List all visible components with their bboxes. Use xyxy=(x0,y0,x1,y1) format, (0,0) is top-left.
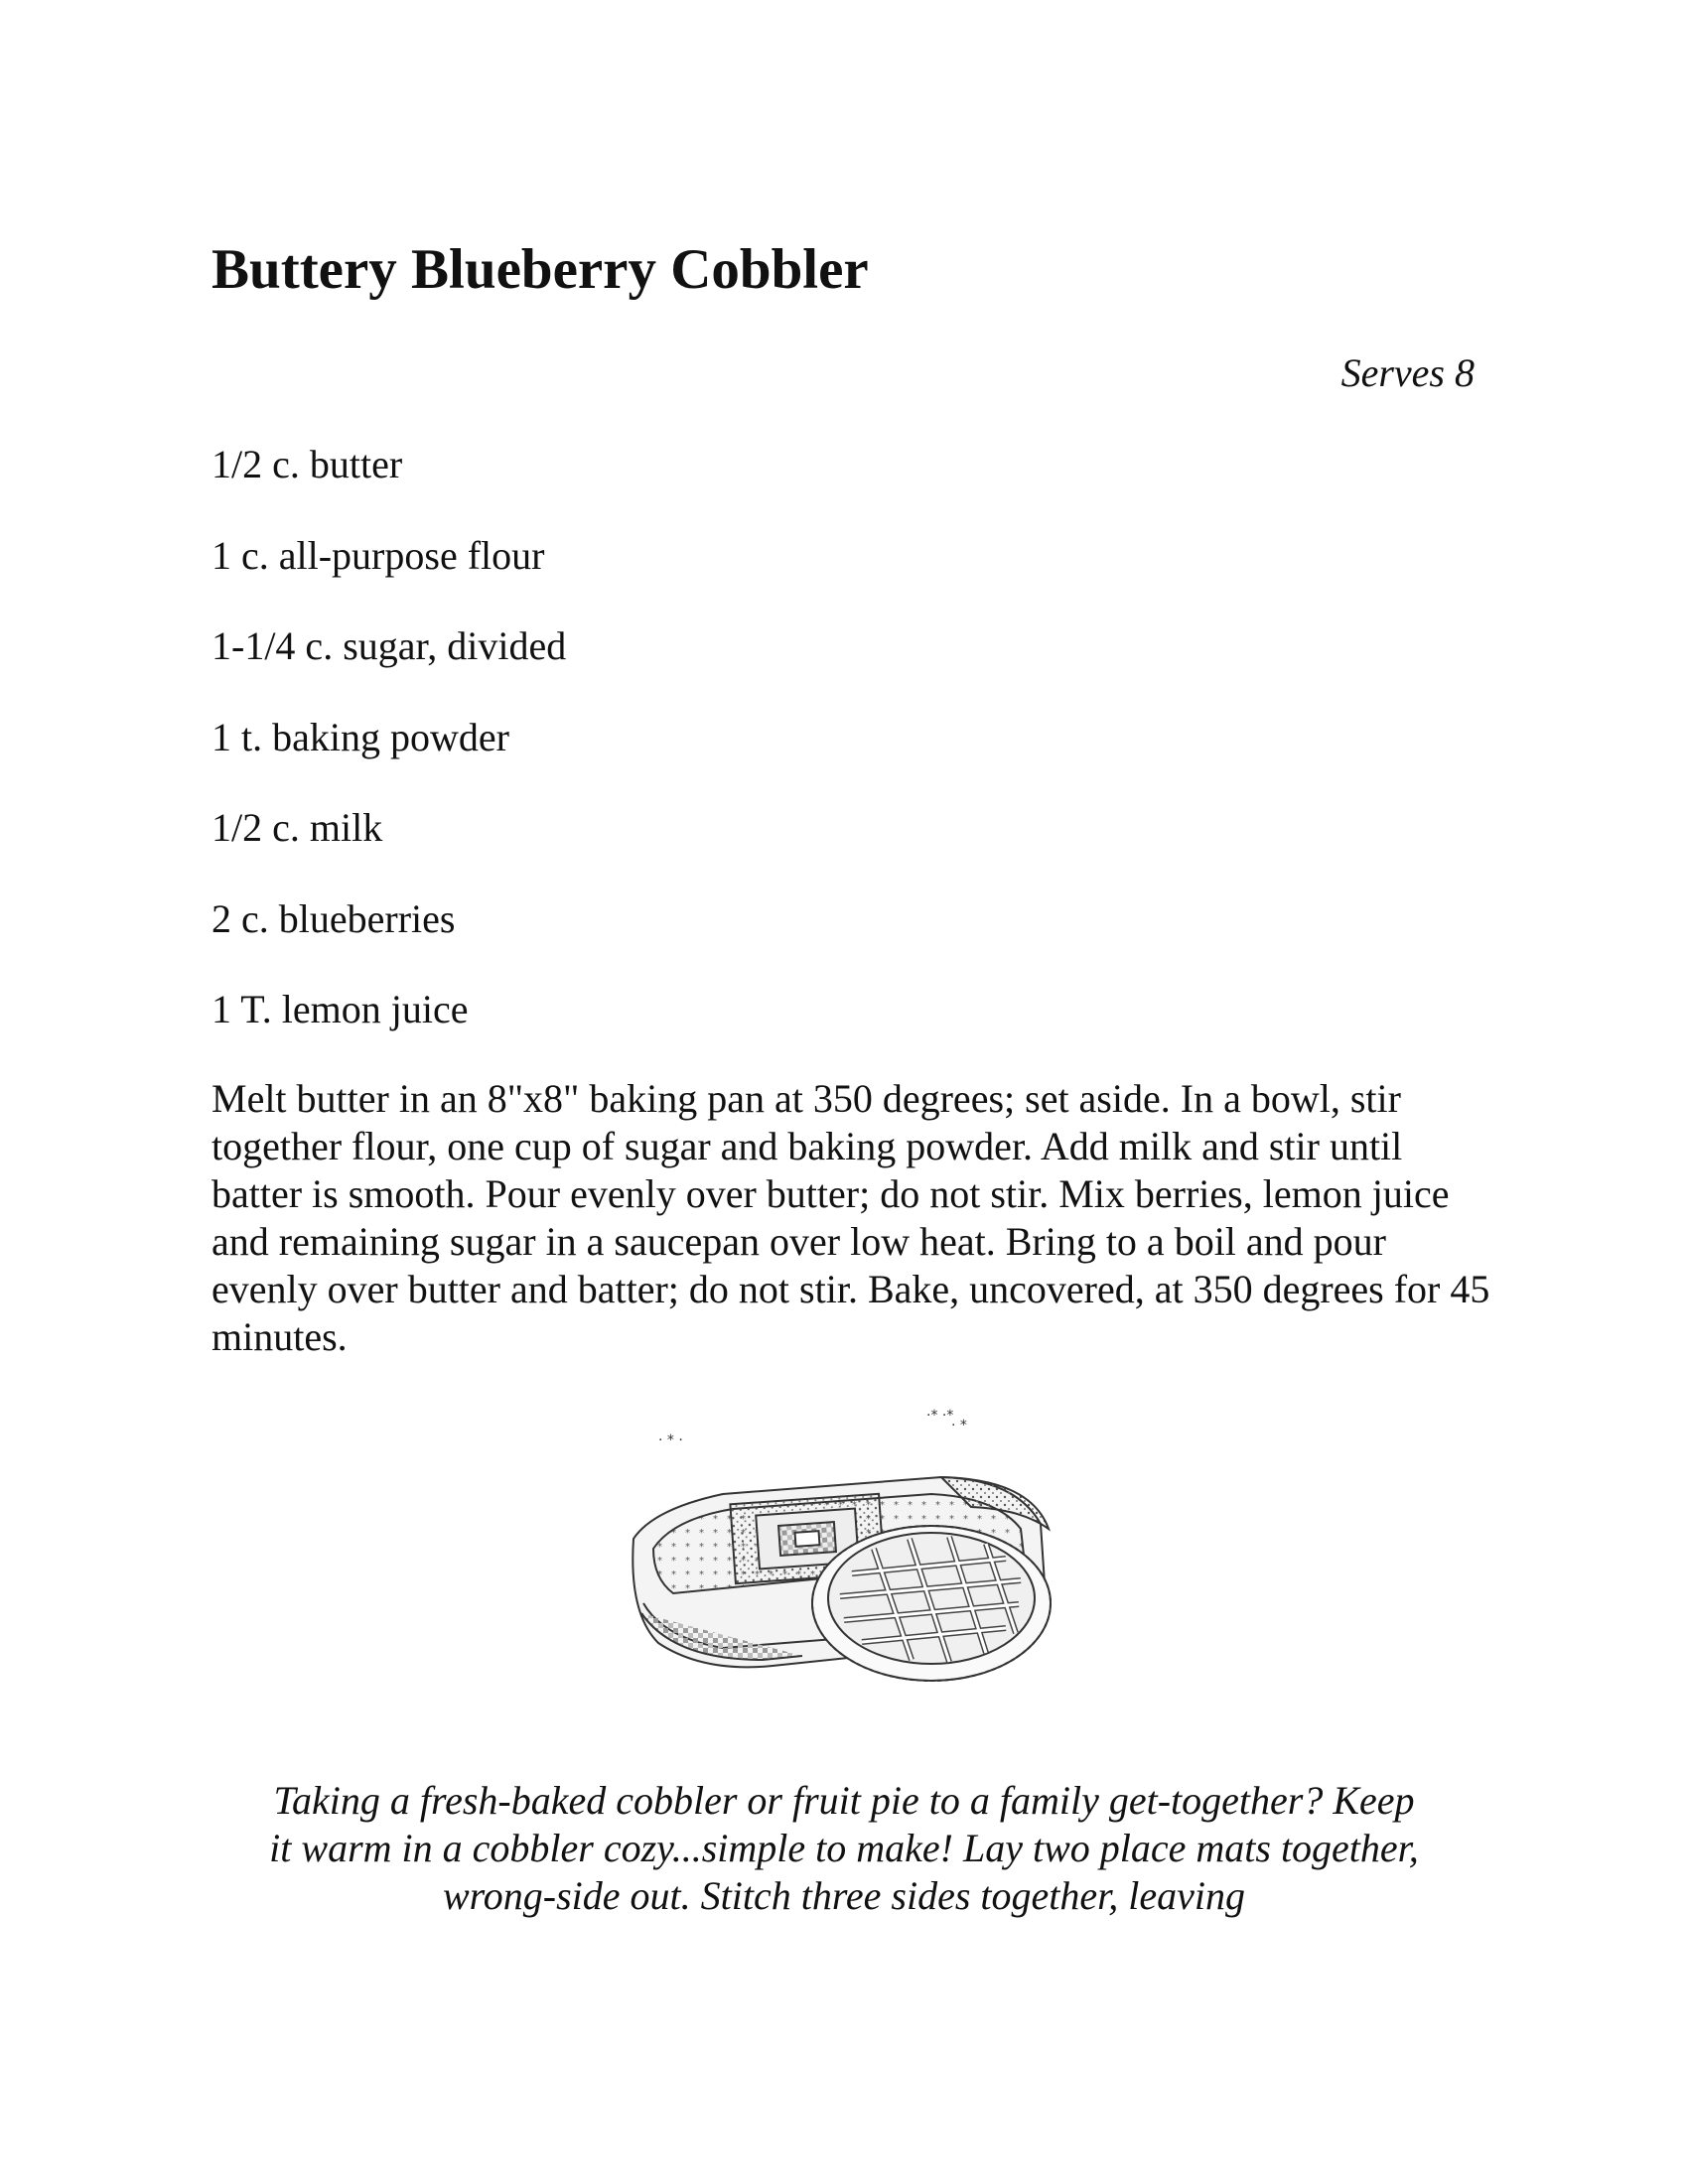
recipe-title: Buttery Blueberry Cobbler xyxy=(211,238,869,301)
svg-text:· *: · * xyxy=(951,1418,967,1433)
ingredient-item: 1/2 c. milk xyxy=(211,805,383,850)
ingredient-item: 1 T. lemon juice xyxy=(211,987,469,1031)
recipe-directions: Melt butter in an 8"x8" baking pan at 350 degrees; set aside. In a bowl, stir together flour, one cup of sugar and baking powder. Add milk and stir until batter is smooth. Pour evenly over butter; do not stir. Mix berries, lemon juice and remaining sugar in a saucepan over low heat. Bring to a boil and pour evenly over butter and batter; do not stir. Bake, uncovered, at 350 degrees for 45 minutes. xyxy=(211,1076,1490,1359)
ingredient-item: 2 c. blueberries xyxy=(211,895,456,941)
svg-text:· * ·: · * · xyxy=(658,1433,683,1448)
ingredient-item: 1/2 c. butter xyxy=(211,442,403,486)
cobbler-cozy-illustration xyxy=(614,1400,1070,1727)
serves-label: Serves 8 xyxy=(1340,350,1475,395)
tip-note: Taking a fresh-baked cobbler or fruit pie to a family get-together? Keep it warm in a cobbler cozy...simple to make! Lay two place mats together, wrong-side out. Stitch three sides together, leaving xyxy=(269,1778,1419,1918)
ingredient-item: 1-1/4 c. sugar, divided xyxy=(211,623,567,668)
ingredient-item: 1 t. baking powder xyxy=(211,714,509,759)
ingredient-list xyxy=(211,441,566,1077)
svg-text:·* ·*: ·* ·* xyxy=(926,1408,954,1424)
ingredient-item: 1 c. all-purpose flour xyxy=(211,532,545,578)
